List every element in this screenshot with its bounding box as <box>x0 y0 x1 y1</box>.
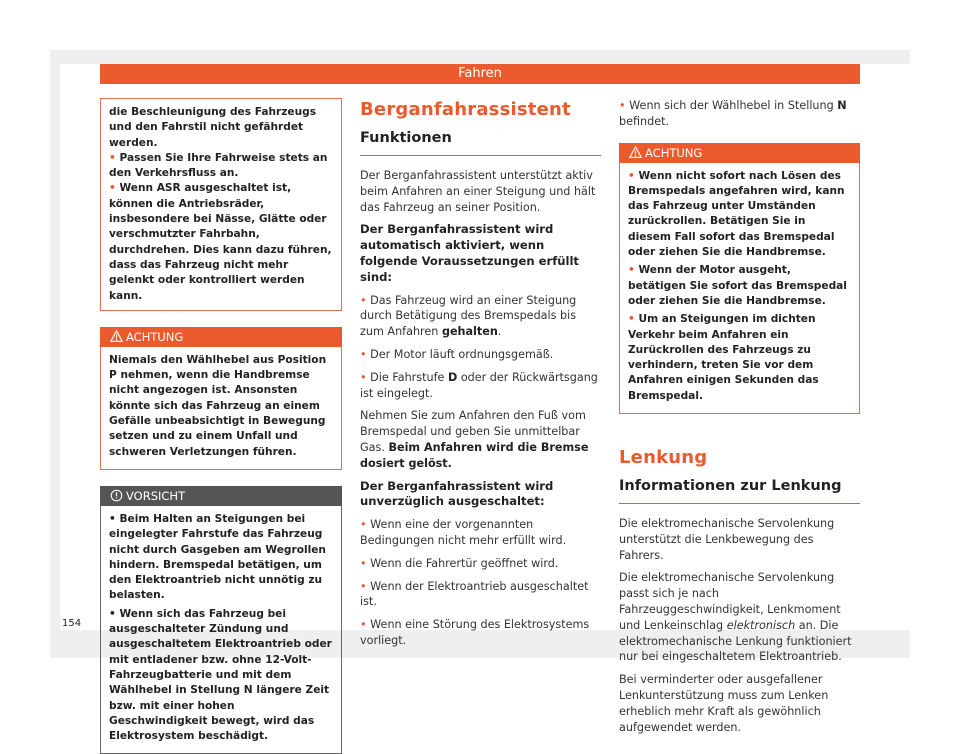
warning-title: ACHTUNG <box>126 329 184 344</box>
section-subheading: Funktionen <box>360 128 601 156</box>
warning-body <box>100 347 342 470</box>
paragraph: Bei verminderter oder ausgefallener Lenkunterstützung muss zum Lenken erheblich mehr Kraft als gewöhnlich aufgewendet werden. <box>619 673 829 734</box>
bullet-icon: • <box>628 313 639 326</box>
condition-item: • Die Fahrstufe D oder der Rückwärtsgang ist eingelegt. <box>360 370 598 400</box>
paragraph: Die elektromechanische Servolenkung unterstützt die Lenkbewegung des Fahrers. <box>619 517 835 562</box>
caution-body <box>100 506 342 754</box>
warning-title: ACHTUNG <box>645 145 703 160</box>
bullet-icon: • <box>360 518 371 532</box>
paragraph-strong: Der Berganfahrassistent wird unverzüglich ausgeschaltet: <box>360 478 554 509</box>
page-number: 154 <box>62 618 82 629</box>
bullet-icon: • <box>360 370 371 384</box>
bullet-icon: • <box>109 512 120 525</box>
warning-body <box>619 163 860 414</box>
bullet-icon: • <box>360 293 371 307</box>
warning-triangle-icon <box>110 330 123 343</box>
section-text <box>360 168 601 649</box>
warning-header <box>619 143 860 163</box>
bullet-icon: • <box>360 347 371 361</box>
section-heading: Berganfahrassistent <box>360 99 571 120</box>
bullet-icon: • <box>360 556 371 570</box>
warning-item: • Wenn nicht sofort nach Lösen des Bremspedals angefahren wird, kann das Fahrzeug unter Umständen zurückrollen. Betätigen Sie in diesem Fall sofort das Bremspedal oder ziehen Sie die Handbremse. <box>628 169 845 259</box>
bullet-icon: • <box>628 169 639 182</box>
off-item: • Wenn die Fahrertür geöffnet wird. <box>360 556 559 570</box>
chapter-header: Fahren <box>100 64 860 84</box>
condition-item: • Das Fahrzeug wird an einer Steigung durch Betätigung des Bremspedals bis zum Anfahren gehalten. <box>360 293 577 339</box>
box-item: • Passen Sie Ihre Fahrweise stets an den Verkehrsfluss an. <box>109 151 328 180</box>
continued-item: • Wenn sich der Wählhebel in Stellung N befindet. <box>619 99 847 128</box>
caution-header <box>100 486 342 506</box>
caution-item: • Beim Halten an Steigungen bei eingelegter Fahrstufe das Fahrzeug nicht durch Gasgeben am Wegrollen hindern. Bremspedal betätigen, um den Elektroantrieb nicht unnötig zu belasten. <box>109 512 326 602</box>
off-item: • Wenn der Elektroantrieb ausgeschaltet ist. <box>360 579 589 609</box>
bullet-icon: • <box>360 618 371 632</box>
section-text <box>619 516 860 735</box>
column-right <box>619 98 860 742</box>
paragraph: Nehmen Sie zum Anfahren den Fuß vom Bremspedal und geben Sie unmittelbar Gas. Beim Anfahren wird die Bremse dosiert gelöst. <box>360 409 589 470</box>
bullet-icon: • <box>619 99 630 112</box>
warning-triangle-icon <box>629 146 642 159</box>
off-item: • Wenn eine Störung des Elektrosystems vorliegt. <box>360 618 590 647</box>
box-item: • Wenn ASR ausgeschaltet ist, können die Antriebsräder, insbesondere bei Nässe, Glätte oder verschmutzter Fahrbahn, durchdrehen. Dies kann dazu führen, dass das Fahrzeug nicht mehr gelenkt oder kontrolliert werden kann. <box>109 182 332 302</box>
info-circle-icon <box>110 489 123 502</box>
bullet-icon: • <box>109 607 120 620</box>
warning-item: • Wenn der Motor ausgeht, betätigen Sie sofort das Bremspedal oder ziehen Sie die Handbremse. <box>628 264 847 307</box>
caution-title: VORSICHT <box>126 488 186 503</box>
section-heading: Lenkung <box>619 447 708 469</box>
warning-item: • Um an Steigungen im dichten Verkehr beim Anfahren ein Zurückrollen des Fahrzeugs zu verhindern, treten Sie vor dem Anfahren einigen Sekunden das Bremspedal. <box>628 313 819 402</box>
bullet-icon: • <box>109 151 120 164</box>
continued-warning-box <box>100 98 342 311</box>
box-intro: die Beschleunigung des Fahrzeugs und den Fahrstil nicht gefährdet werden. <box>109 106 317 149</box>
paragraph-strong: Der Berganfahrassistent wird automatisch aktiviert, wenn folgende Voraussetzungen erfüllt sind: <box>360 222 579 284</box>
caution-item: • Wenn sich das Fahrzeug bei ausgeschalteter Zündung und ausgeschaltetem Elektroantrieb oder mit entladener bzw. ohne 12-Volt-Fahrzeugbatterie und mit dem Wählhebel in Stellung N längere Zeit bzw. mit einer hohen Geschwindigkeit bewegt, wird das Elektrosystem beschädigt. <box>109 607 332 743</box>
column-left <box>100 98 342 754</box>
column-middle <box>360 98 601 656</box>
warning-header <box>100 327 342 347</box>
bullet-icon: • <box>109 182 120 195</box>
section-subheading: Informationen zur Lenkung <box>619 476 860 504</box>
bullet-icon: • <box>628 264 639 277</box>
warning-text: Niemals den Wählhebel aus Position P nehmen, wenn die Handbremse nicht angezogen ist. Ansonsten könnte sich das Fahrzeug an einem Gefälle unbeabsichtigt in Bewegung setzen und zu einem Unfall und schweren Verletzungen führen. <box>109 353 327 458</box>
off-item: • Wenn eine der vorgenannten Bedingungen nicht mehr erfüllt wird. <box>360 518 567 547</box>
paragraph: Die elektromechanische Servolenkung passt sich je nach Fahrzeuggeschwindigkeit, Lenkmoment und Lenkeinschlag elektronisch an. Die elektromechanische Lenkung funktioniert nur bei eingeschaltetem Elektroantrieb. <box>619 571 852 664</box>
condition-item: • Der Motor läuft ordnungsgemäß. <box>360 347 554 361</box>
paragraph: Der Berganfahrassistent unterstützt aktiv beim Anfahren an einer Steigung und hält das Fahrzeug an seiner Position. <box>360 169 596 214</box>
bullet-icon: • <box>360 579 371 593</box>
